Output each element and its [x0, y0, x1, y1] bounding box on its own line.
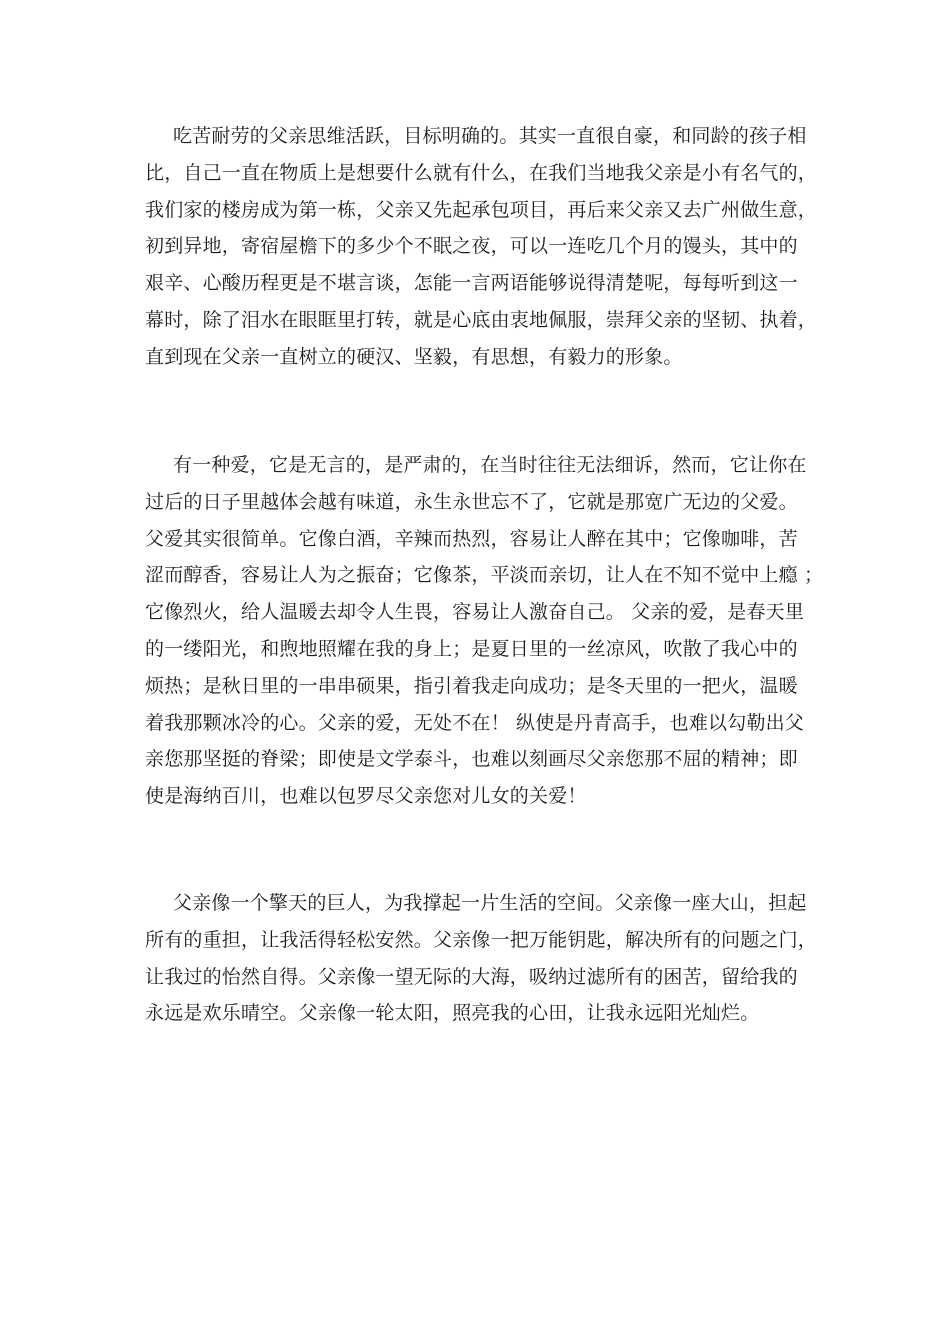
paragraph-line: 直到现在父亲一直树立的硬汉、坚毅，有思想，有毅力的形象。 — [145, 345, 683, 368]
paragraph-line: 它像烈火，给人温暖去却令人生畏，容易让人激奋自己。 父亲的爱，是春天里 — [145, 601, 805, 624]
paragraph-line: 我们家的楼房成为第一栋，父亲又先起承包项目，再后来父亲又去广州做生意， — [145, 198, 818, 221]
paragraph-line: 涩而醇香，容易让人为之振奋；它像茶，平淡而亲切，让人在不知不觉中上瘾 ； — [145, 564, 824, 587]
paragraph-line: 烦热；是秋日里的一串串硕果，指引着我走向成功；是冬天里的一把火，温暖 — [145, 674, 798, 697]
paragraph-father-giant — [145, 885, 818, 1032]
paragraph-line: 有一种爱，它是无言的，是严肃的，在当时往往无法细诉，然而，它让你在 — [173, 454, 807, 476]
paragraph-line: 父亲像一个擎天的巨人，为我撑起一片生活的空间。父亲像一座大山，担起 — [173, 892, 807, 914]
paragraph-line: 幕时，除了泪水在眼眶里打转，就是心底由衷地佩服，崇拜父亲的坚韧、执着， — [145, 308, 818, 331]
paragraph-fatherly-love — [145, 447, 824, 815]
paragraph-line: 吃苦耐劳的父亲思维活跃，目标明确的。其实一直很自豪，和同龄的孩子相 — [173, 125, 807, 147]
paragraph-line: 着我那颗冰冷的心。父亲的爱，无处不在！ 纵使是丹青高手，也难以勾勒出父 — [145, 711, 805, 734]
paragraph-line: 使是海纳百川，也难以包罗尽父亲您对儿女的关爱！ — [145, 785, 587, 808]
paragraph-line: 的一缕阳光，和煦地照耀在我的身上；是夏日里的一丝凉风，吹散了我心中的 — [145, 637, 798, 660]
paragraph-line: 初到异地，寄宿屋檐下的多少个不眠之夜，可以一连吃几个月的馒头，其中的 — [145, 235, 798, 258]
paragraph-line: 父爱其实很简单。它像白酒，辛辣而热烈，容易让人醉在其中；它像咖啡，苦 — [145, 527, 798, 550]
paragraph-line: 比，自己一直在物质上是想要什么就有什么，在我们当地我父亲是小有名气的， — [145, 161, 818, 184]
paragraph-line: 永远是欢乐晴空。父亲像一轮太阳，照亮我的心田，让我永远阳光灿烂。 — [145, 1002, 760, 1025]
paragraph-line: 让我过的怡然自得。父亲像一望无际的大海，吸纳过滤所有的困苦，留给我的 — [145, 965, 798, 988]
paragraph-line: 过后的日子里越体会越有味道，永生永世忘不了，它就是那宽广无边的父爱。 — [145, 490, 798, 513]
paragraph-father-hardworking — [145, 118, 818, 376]
paragraph-line: 亲您那坚挺的脊梁；即使是文学泰斗，也难以刻画尽父亲您那不屈的精神；即 — [145, 748, 798, 771]
paragraph-line: 所有的重担，让我活得轻松安然。父亲像一把万能钥匙，解决所有的问题之门， — [145, 928, 818, 951]
paragraph-line: 艰辛、心酸历程更是不堪言谈，怎能一言两语能够说得清楚呢，每每听到这一 — [145, 272, 798, 295]
